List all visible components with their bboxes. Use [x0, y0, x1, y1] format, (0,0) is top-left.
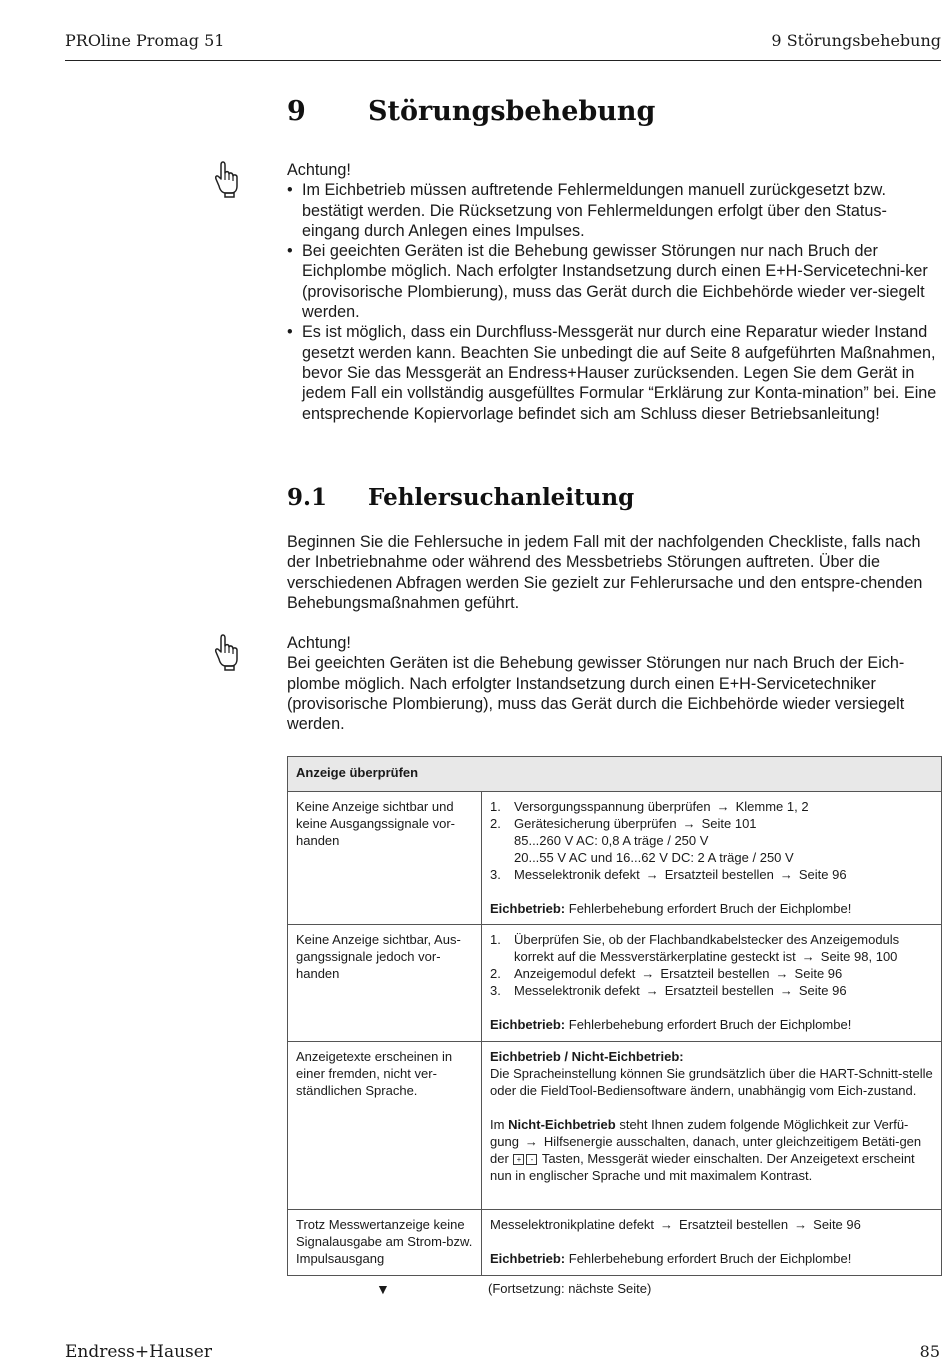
list-item: 3. Messelektronik defekt → Ersatzteil bestellen → Seite 96 — [490, 867, 847, 882]
table-row — [288, 1210, 942, 1276]
arrow-right-icon: → — [645, 983, 659, 998]
continuation-note: (Fortsetzung: nächste Seite) — [488, 1281, 652, 1296]
remedy-cell — [482, 925, 942, 1042]
table-row — [288, 792, 942, 925]
note-bullet-list — [287, 180, 944, 424]
intro-text: Beginnen Sie die Fehlersuche in jedem Fall mit der nachfolgenden Checkliste, falls nach der Inbetriebnahme oder während des Messbetriebs Störungen auftreten. Über die verschiedenen Abfragen werden Sie gezielt zur Fehlerursache und den entspre-chenden Behebungsmaßnahmen geführt. — [287, 533, 923, 612]
remedy-cell — [482, 792, 942, 925]
troubleshooting-table — [287, 756, 942, 1276]
note-heading: Achtung! — [287, 161, 351, 179]
running-header-right: 9 Störungsbehebung — [771, 31, 941, 50]
note-block-2 — [287, 633, 944, 734]
triangle-down-icon: ▼ — [376, 1281, 390, 1297]
intro-paragraph — [287, 532, 944, 613]
arrow-right-icon: → — [775, 966, 789, 981]
arrow-right-icon: → — [641, 966, 655, 981]
running-header-left: PROline Promag 51 — [65, 31, 225, 50]
list-item: 2. Anzeigemodul defekt → Ersatzteil bestellen → Seite 96 — [490, 966, 843, 981]
arrow-right-icon: → — [779, 867, 793, 882]
subsection-title-text: Fehlersuchanleitung — [368, 484, 635, 511]
remedy-cell — [482, 1210, 942, 1276]
note-text: Bei geeichten Geräten ist die Behebung gewisser Störungen nur nach Bruch der Eich-plombe möglich. Nach erfolgter Instandsetzung durch einen E+H-Servicetechniker (provisorische Plombierung), muss das Gerät durch die Eichbehörde wieder versiegelt werden. — [287, 654, 905, 734]
table-row — [288, 1042, 942, 1210]
eich-note: Eichbetrieb: Fehlerbehebung erfordert Bruch der Eichplombe! — [490, 1017, 852, 1032]
list-item: • Bei geeichten Geräten ist die Behebung gewisser Störungen nur nach Bruch der Eichplombe möglich. Nach erfolgter Instandsetzung durch einen E+H-Servicetechni-ker (provisorische Plombierung), muss das Gerät durch die Eichbehörde wieder ver-siegelt werden. — [287, 241, 944, 322]
section-title-text: Störungsbehebung — [368, 96, 656, 127]
remedy-cell — [482, 1042, 942, 1210]
symptom-cell: Keine Anzeige sichtbar, Aus-gangssignale jedoch vor-handen — [288, 925, 482, 1042]
header-rule — [65, 60, 941, 61]
eich-note: Eichbetrieb: Fehlerbehebung erfordert Bruch der Eichplombe! — [490, 901, 852, 916]
section-number: 9 — [287, 96, 306, 127]
arrow-right-icon: → — [716, 799, 730, 814]
arrow-right-icon: → — [645, 867, 659, 882]
footer-brand: Endress+Hauser — [65, 1342, 212, 1362]
arrow-right-icon: → — [524, 1134, 538, 1149]
plus-key-icon: + — [513, 1154, 524, 1165]
list-item: • Es ist möglich, dass ein Durchfluss-Messgerät nur durch eine Reparatur wieder Instand gesetzt werden kann. Beachten Sie unbedingt die auf Seite 8 aufgeführten Maßnahmen, bevor Sie das Messgerät an Endress+Hauser zurücksenden. Legen Sie dem Gerät in jedem Fall ein vollständig ausgefülltes Formular “Erklärung zur Konta-mination” bei. Eine entsprechende Kopiervorlage befindet sich am Schluss dieser Betriebsanleitung! — [287, 322, 944, 423]
symptom-cell: Trotz Messwertanzeige keine Signalausgabe am Strom-bzw. Impulsausgang — [288, 1210, 482, 1276]
table-header: Anzeige überprüfen — [288, 757, 942, 792]
symptom-cell: Keine Anzeige sichtbar und keine Ausgangssignale vor-handen — [288, 792, 482, 925]
page-number: 85 — [919, 1342, 940, 1361]
remedy-text: Im Nicht-Eichbetrieb steht Ihnen zudem folgende Möglichkeit zur Verfü-gung → Hilfsenergie ausschalten, danach, unter gleichzeitigem Betäti-gen der + - Tasten, Messgerät wieder einschalten. Der Anzeigetext erscheint nun in englischer Sprache und mit maximalem Kontrast. — [490, 1117, 922, 1183]
note-block-1 — [287, 160, 944, 424]
remedy-heading: Eichbetrieb / Nicht-Eichbetrieb: — [490, 1049, 684, 1064]
remedy-steps — [490, 798, 933, 883]
remedy-steps — [490, 931, 933, 999]
remedy-text: Messelektronikplatine defekt → Ersatzteil bestellen → Seite 96 — [490, 1217, 861, 1232]
arrow-right-icon: → — [801, 949, 815, 964]
pointing-hand-icon — [213, 160, 239, 198]
arrow-right-icon: → — [660, 1217, 674, 1232]
section-title — [287, 96, 655, 127]
pointing-hand-icon — [213, 633, 239, 671]
list-item: 3. Messelektronik defekt → Ersatzteil bestellen → Seite 96 — [490, 983, 847, 998]
subsection-number: 9.1 — [287, 484, 328, 511]
arrow-right-icon: → — [794, 1217, 808, 1232]
table-header-row — [288, 757, 942, 792]
arrow-right-icon: → — [779, 983, 793, 998]
eich-note: Eichbetrieb: Fehlerbehebung erfordert Bruch der Eichplombe! — [490, 1251, 852, 1266]
list-item: 2. Gerätesicherung überprüfen → Seite 101 85...260 V AC: 0,8 A träge / 250 V 20...55 V AC und 16...62 V DC: 2 A träge / 250 V — [490, 816, 794, 865]
arrow-right-icon: → — [682, 816, 696, 831]
symptom-cell: Anzeigetexte erscheinen in einer fremden, nicht ver-ständlichen Sprache. — [288, 1042, 482, 1210]
remedy-text: Die Spracheinstellung können Sie grundsätzlich über die HART-Schnitt-stelle oder die FieldTool-Bediensoftware ändern, unabhängig vom Eich-zustand. — [490, 1066, 933, 1098]
minus-key-icon: - — [526, 1154, 537, 1165]
note-heading: Achtung! — [287, 634, 351, 652]
subsection-title — [287, 484, 634, 511]
table-row — [288, 925, 942, 1042]
list-item: 1. Versorgungsspannung überprüfen → Klemme 1, 2 — [490, 799, 809, 814]
list-item: • Im Eichbetrieb müssen auftretende Fehlermeldungen manuell zurückgesetzt bzw. bestätigt werden. Die Rücksetzung von Fehlermeldungen erfolgt über den Status-eingang durch Anlegen eines Impulses. — [287, 180, 944, 241]
list-item: 1. Überprüfen Sie, ob der Flachbandkabelstecker des Anzeigemoduls korrekt auf die Messverstärkerplatine gesteckt ist → Seite 98, 100 — [490, 932, 900, 964]
